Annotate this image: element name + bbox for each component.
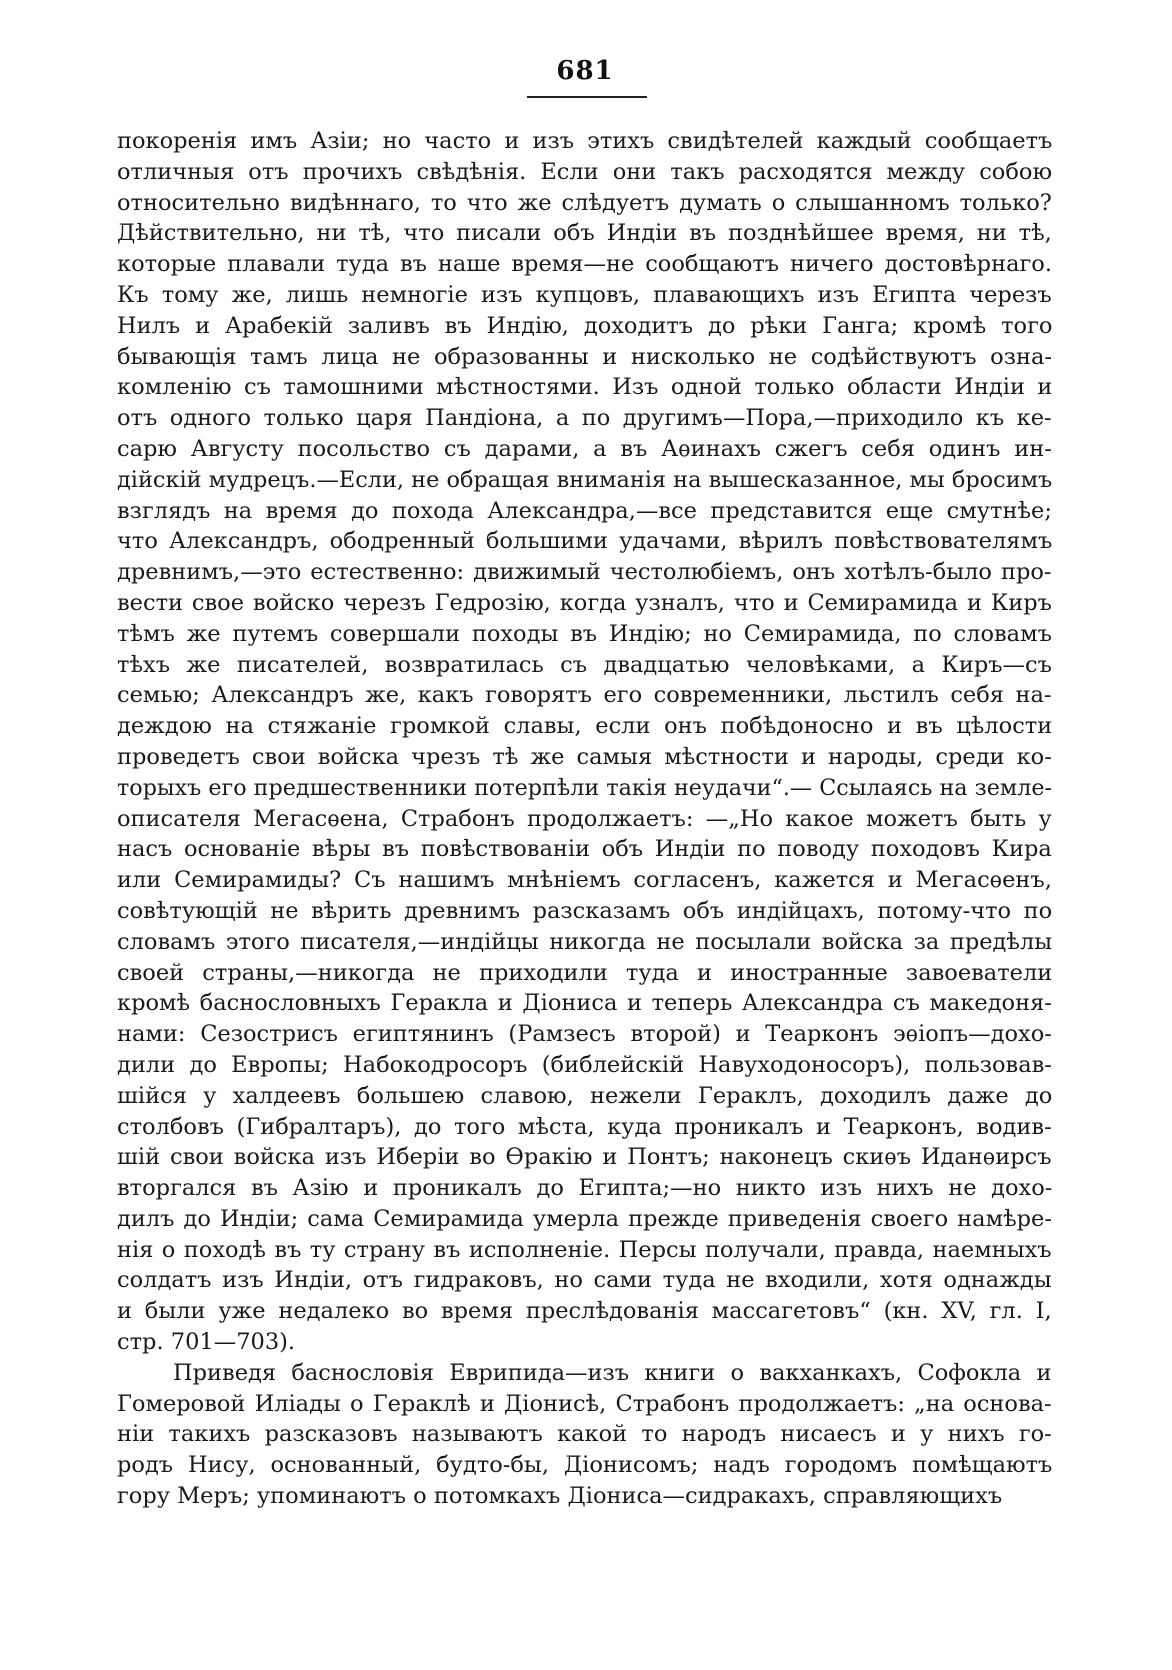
text-line: тѣмъ же путемъ совершали походы въ Индію; но Семирамида, по словамъ bbox=[117, 620, 1052, 647]
text-line: что Александръ, ободренный большими удачами, вѣрилъ повѣствователямъ bbox=[117, 528, 1052, 555]
text-line: Дѣйствительно, ни тѣ, что писали объ Индіи въ позднѣйшее время, ни тѣ, bbox=[117, 220, 1052, 247]
text-line: родъ Нису, основанный, будто-бы, Діонисомъ; надъ городомъ помѣщаютъ bbox=[117, 1452, 1052, 1479]
text-line: солдатъ изъ Индіи, отъ гидраковъ, но сами туда не входили, хотя однажды bbox=[117, 1267, 1052, 1294]
text-line: которые плавали туда въ наше время—не сообщаютъ ничего достовѣрнаго. bbox=[117, 251, 1052, 278]
text-line: Къ тому же, лишь немногіе изъ купцовъ, плавающихъ изъ Египта черезъ bbox=[117, 281, 1052, 308]
text-line: описателя Мегасѳена, Страбонъ продолжаетъ: —„Но какое можетъ быть у bbox=[117, 805, 1052, 832]
text-line: семью; Александръ же, какъ говорятъ его современники, льстилъ себя на- bbox=[117, 682, 1052, 709]
text-line: столбовъ (Гибралтаръ), до того мѣста, куда проникалъ и Теарконъ, водив- bbox=[117, 1113, 1052, 1140]
text-line: вести свое войско черезъ Гедрозію, когда узналъ, что и Семирамида и Киръ bbox=[117, 589, 1052, 616]
text-line: нами: Сезострисъ египтянинъ (Рамзесъ второй) и Теарконъ эѳіопъ—дохо- bbox=[117, 1021, 1052, 1048]
text-line: дійскій мудрецъ.—Если, не обращая вниманія на вышесказанное, мы бросимъ bbox=[117, 466, 1052, 493]
paragraph-first-line: Приведя баснословія Еврипида—изъ книги о вакханкахъ, Софокла и bbox=[173, 1359, 1052, 1386]
text-line: насъ основаніе вѣры въ повѣствованіи объ Индіи по поводу походовъ Кира bbox=[117, 836, 1052, 863]
text-line: комленію съ тамошними мѣстностями. Изъ одной только области Индіи и bbox=[117, 374, 1052, 401]
text-line: ніи такихъ разсказовъ называютъ какой то народъ нисаесъ и у нихъ го- bbox=[117, 1421, 1052, 1448]
text-line: сарю Августу посольство съ дарами, а въ Аѳинахъ сжегъ себя одинъ ин- bbox=[117, 435, 1052, 462]
text-line: отъ одного только царя Пандіона, а по другимъ—Пора,—приходило къ ке- bbox=[117, 405, 1052, 432]
text-line: дили до Европы; Набокодросоръ (библейскій Навуходоносоръ), пользовав- bbox=[117, 1051, 1052, 1078]
header-rule bbox=[527, 96, 647, 98]
body-text bbox=[117, 126, 1052, 1512]
text-line: относительно видѣннаго, то что же слѣдуетъ думать о слышанномъ только? bbox=[117, 189, 1052, 216]
text-line: бывающія тамъ лица не образованны и нисколько не содѣйствуютъ озна- bbox=[117, 343, 1052, 370]
text-line: вторгался въ Азію и проникалъ до Египта;—но никто изъ нихъ не дохо- bbox=[117, 1175, 1052, 1202]
text-line: древнимъ,—это естественно: движимый честолюбіемъ, онъ хотѣлъ-было про- bbox=[117, 559, 1052, 586]
text-line: или Семирамиды? Съ нашимъ мнѣніемъ согласенъ, кажется и Мегасѳенъ, bbox=[117, 867, 1052, 894]
text-line: проведетъ свои войска чрезъ тѣ же самыя мѣстности и народы, среди ко- bbox=[117, 743, 1052, 770]
page-number: 681 bbox=[556, 56, 614, 86]
text-line: взглядъ на время до похода Александра,—все представится еще смутнѣе; bbox=[117, 497, 1052, 524]
text-line: покоренія имъ Азіи; но часто и изъ этихъ свидѣтелей каждый сообщаетъ bbox=[117, 128, 1052, 154]
text-line: и были уже недалеко во время преслѣдованія массагетовъ“ (кн. XV, гл. I, bbox=[117, 1298, 1052, 1325]
text-line: шійся у халдеевъ большею славою, нежели Гераклъ, доходилъ даже до bbox=[117, 1082, 1052, 1109]
text-line: Гомеровой Иліады о Гераклѣ и Діонисѣ, Страбонъ продолжаетъ: „на основа- bbox=[117, 1390, 1052, 1417]
text-line: тѣхъ же писателей, возвратилась съ двадцатью человѣками, а Киръ—съ bbox=[117, 651, 1052, 678]
text-line: совѣтующій не вѣрить древнимъ разсказамъ объ индійцахъ, потому-что по bbox=[117, 897, 1052, 924]
text-line: словамъ этого писателя,—индійцы никогда не посылали войска за предѣлы bbox=[117, 928, 1052, 955]
text-line: нія о походѣ въ ту страну въ исполненіе. Персы получали, правда, наемныхъ bbox=[117, 1236, 1052, 1263]
text-line: дилъ до Индіи; сама Семирамида умерла прежде приведенія своего намѣре- bbox=[117, 1205, 1052, 1232]
text-line: кромѣ баснословныхъ Геракла и Діониса и теперь Александра съ македоня- bbox=[117, 990, 1052, 1017]
text-line: гору Меръ; упоминаютъ о потомкахъ Діониса—сидракахъ, справляющихъ bbox=[117, 1483, 1003, 1510]
text-line: своей страны,—никогда не приходили туда и иностранные завоеватели bbox=[117, 959, 1052, 986]
text-line: Нилъ и Арабекій заливъ въ Индію, доходитъ до рѣки Ганга; кромѣ того bbox=[117, 312, 1052, 339]
text-line: стр. 701—703). bbox=[117, 1329, 296, 1356]
text-line: отличныя отъ прочихъ свѣдѣнія. Если они такъ расходятся между собою bbox=[117, 158, 1052, 185]
text-line: деждою на стяжаніе громкой славы, если онъ побѣдоносно и въ цѣлости bbox=[117, 713, 1052, 740]
text-line: торыхъ его предшественники потерпѣли такія неудачи“.— Ссылаясь на земле- bbox=[117, 774, 1052, 801]
text-line: шій свои войска изъ Иберіи во Ѳракію и Понтъ; наконецъ скиѳъ Иданѳирсъ bbox=[117, 1144, 1052, 1171]
